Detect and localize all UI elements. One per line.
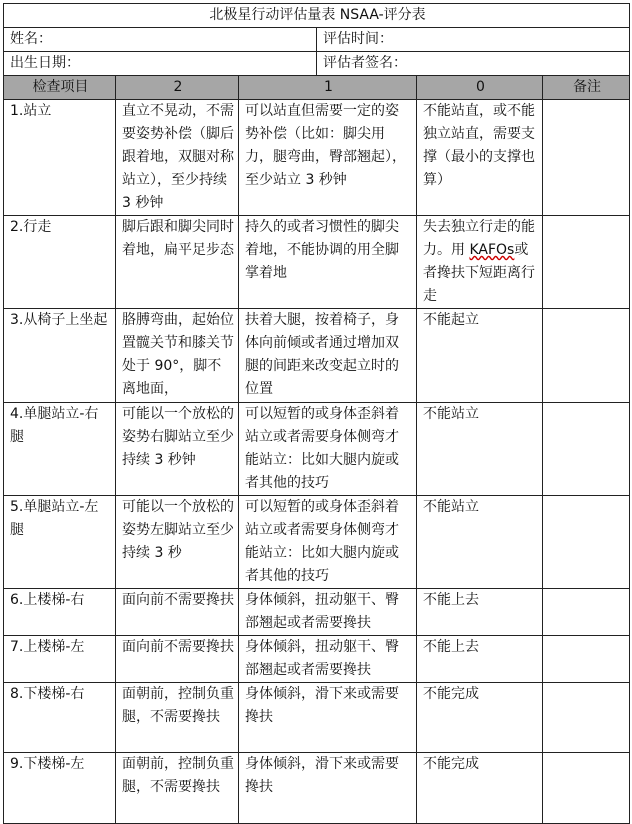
score-0-text: 或者搀扶下短距离行走 xyxy=(423,242,535,304)
table-row xyxy=(4,753,630,824)
header-score-1: 1 xyxy=(239,76,417,100)
score-2-cell: 面朝前，控制负重腿，不需要搀扶 xyxy=(116,753,239,824)
score-0-cell xyxy=(417,216,543,309)
table-row xyxy=(4,496,630,589)
assessment-date-field[interactable]: 评估时间： xyxy=(317,28,630,52)
score-1-cell: 身体倾斜，滑下来或需要搀扶 xyxy=(239,753,417,824)
assessor-signature-field[interactable]: 评估者签名： xyxy=(317,52,630,76)
score-0-text: 失去独立行走的能力。用 xyxy=(423,219,535,258)
item-cell: 7.上楼梯-左 xyxy=(4,636,116,683)
item-cell: 9.下楼梯-左 xyxy=(4,753,116,824)
table-row xyxy=(4,589,630,636)
item-cell: 6.上楼梯-右 xyxy=(4,589,116,636)
score-1-cell: 可以短暂的或身体歪斜着站立或者需要身体侧弯才能站立：比如大腿内旋或者其他的技巧 xyxy=(239,403,417,496)
score-1-cell: 可以站直但需要一定的姿势补偿（比如：脚尖用力，腿弯曲，臀部翘起），至少站立 3 秒钟 xyxy=(239,100,417,216)
score-1-cell: 身体倾斜，滑下来或需要搀扶 xyxy=(239,683,417,753)
item-cell: 5.单腿站立-左腿 xyxy=(4,496,116,589)
score-2-cell: 面向前不需要搀扶 xyxy=(116,636,239,683)
score-2-cell: 可能以一个放松的姿势左脚站立至少持续 3 秒 xyxy=(116,496,239,589)
score-2-cell: 脚后跟和脚尖同时着地，扁平足步态 xyxy=(116,216,239,309)
score-1-cell: 身体倾斜，扭动躯干、臀部翘起或者需要搀扶 xyxy=(239,589,417,636)
score-0-cell: 不能站直，或不能独立站直，需要支撑（最小的支撑也算） xyxy=(417,100,543,216)
notes-cell[interactable] xyxy=(543,683,630,753)
form-title: 北极星行动评估量表 NSAA-评分表 xyxy=(4,4,630,28)
notes-cell[interactable] xyxy=(543,753,630,824)
nsaa-score-table xyxy=(3,3,630,824)
score-0-cell: 不能完成 xyxy=(417,683,543,753)
score-2-cell: 可能以一个放松的姿势右脚站立至少持续 3 秒钟 xyxy=(116,403,239,496)
notes-cell[interactable] xyxy=(543,403,630,496)
table-row xyxy=(4,100,630,216)
score-2-cell: 面朝前，控制负重腿，不需要搀扶 xyxy=(116,683,239,753)
score-0-cell: 不能上去 xyxy=(417,636,543,683)
notes-cell[interactable] xyxy=(543,636,630,683)
header-item: 检查项目 xyxy=(4,76,116,100)
item-cell: 3.从椅子上坐起 xyxy=(4,309,116,403)
notes-cell[interactable] xyxy=(543,100,630,216)
notes-cell[interactable] xyxy=(543,589,630,636)
table-row xyxy=(4,216,630,309)
score-0-cell: 不能站立 xyxy=(417,403,543,496)
score-1-cell: 扶着大腿，按着椅子，身体向前倾或者通过增加双腿的间距来改变起立时的位置 xyxy=(239,309,417,403)
score-0-cell: 不能上去 xyxy=(417,589,543,636)
notes-cell[interactable] xyxy=(543,216,630,309)
name-field[interactable]: 姓名： xyxy=(4,28,317,52)
score-0-cell: 不能站立 xyxy=(417,496,543,589)
dob-field[interactable]: 出生日期： xyxy=(4,52,317,76)
score-2-cell: 直立不晃动，不需要姿势补偿（脚后跟着地，双腿对称站立），至少持续 3 秒钟 xyxy=(116,100,239,216)
score-1-cell: 身体倾斜，扭动躯干、臀部翘起或者需要搀扶 xyxy=(239,636,417,683)
table-row xyxy=(4,636,630,683)
item-cell: 2.行走 xyxy=(4,216,116,309)
notes-cell[interactable] xyxy=(543,496,630,589)
item-cell: 4.单腿站立-右腿 xyxy=(4,403,116,496)
score-0-cell: 不能完成 xyxy=(417,753,543,824)
item-cell: 1.站立 xyxy=(4,100,116,216)
score-1-cell: 持久的或者习惯性的脚尖着地，不能协调的用全脚掌着地 xyxy=(239,216,417,309)
header-score-2: 2 xyxy=(116,76,239,100)
header-score-0: 0 xyxy=(417,76,543,100)
notes-cell[interactable] xyxy=(543,309,630,403)
score-0-cell: 不能起立 xyxy=(417,309,543,403)
table-row xyxy=(4,403,630,496)
score-1-cell: 可以短暂的或身体歪斜着站立或者需要身体侧弯才能站立：比如大腿内旋或者其他的技巧 xyxy=(239,496,417,589)
score-2-cell: 胳膊弯曲，起始位置髋关节和膝关节处于 90°，脚不离地面， xyxy=(116,309,239,403)
table-row xyxy=(4,309,630,403)
item-cell: 8.下楼梯-右 xyxy=(4,683,116,753)
score-2-cell: 面向前不需要搀扶 xyxy=(116,589,239,636)
table-row xyxy=(4,683,630,753)
header-notes: 备注 xyxy=(543,76,630,100)
kafos-term: KAFOs xyxy=(469,242,515,258)
